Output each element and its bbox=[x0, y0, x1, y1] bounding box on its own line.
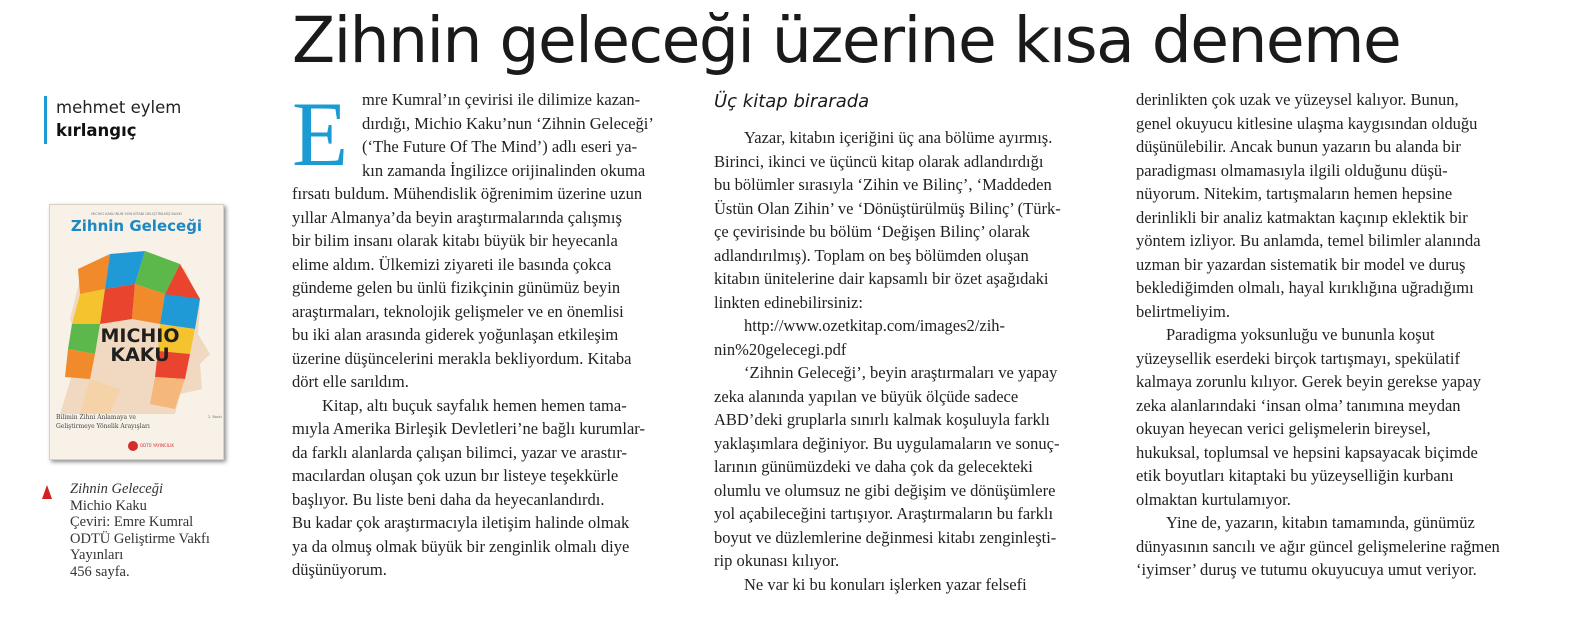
text-line: ABD’deki gruplarla sınırlı kalmak koşuluyla farklı bbox=[714, 410, 1050, 429]
text-line: linkten edinebilirsiniz: bbox=[714, 292, 863, 312]
article-headline: Zihnin geleceği üzerine kısa deneme bbox=[292, 4, 1401, 77]
text-line: yol açabileceğini tartışıyor. Araştırmaların bu farklı bbox=[714, 504, 1054, 523]
cover-subtitle bbox=[56, 413, 196, 431]
text-line: boyut ve düzlemlerine değinmesi kitabı zenginleşti- bbox=[714, 527, 1057, 547]
text-line: düşünüyorum. bbox=[292, 560, 387, 579]
cover-subtitle-line-2: Geliştirmeye Yönelik Arayışları bbox=[56, 423, 150, 430]
article-column-1 bbox=[292, 83, 688, 582]
text-line: fırsatı buldum. Mühendislik öğrenimim üzerine uzun bbox=[292, 184, 643, 203]
text-line: beklediğimden olmalı, hayal kırıklığına uğradığımı bbox=[1136, 278, 1474, 297]
cover-title: Zihnin Geleceği bbox=[70, 217, 203, 235]
cover-author bbox=[100, 327, 180, 365]
text-line: dört elle sarıldım. bbox=[292, 372, 409, 391]
text-line: ‘iyimser’ duruş ve tutumu okuyucuya umut veriyor. bbox=[1136, 560, 1477, 579]
caption-line: Yayınları bbox=[70, 547, 124, 564]
text-line: da farklı alanlarda çalışan bilimci, yazar ve arastır- bbox=[292, 442, 627, 462]
text-line: paradigması olmamasıyla ilgili olduğunu düşü- bbox=[1136, 160, 1448, 180]
text-line: uzman bir yazardan sistematik bir model ve duruş bbox=[1136, 254, 1466, 274]
text-line: zeka alanlarındaki ‘insan olma’ tanımına meydan bbox=[1136, 395, 1461, 415]
text-line: ya da olmuş olmak büyük bir zenginlik olmalı diye bbox=[292, 536, 630, 556]
text-line: bir bilim insanı olarak kitabı büyük bir heyecanla bbox=[292, 231, 618, 250]
summary-link: http://www.ozetkitap.com/images2/zih- bbox=[744, 316, 1006, 335]
text-line: yaklaşımlara değiniyor. Bu uygulamaların ve sonuç- bbox=[714, 433, 1060, 453]
author-last-name: kırlangıç bbox=[56, 121, 137, 140]
section-subheading: Üç kitap birarada bbox=[714, 91, 870, 112]
text-line: Bu kadar çok araştırmacıyla iletişim halinde olmak bbox=[292, 513, 630, 532]
text-line: üzerine düşüncelerini merakla bekliyordum. Kitaba bbox=[292, 348, 632, 368]
author-first-name: mehmet eylem bbox=[56, 98, 182, 117]
caption-line: Michio Kaku bbox=[70, 497, 147, 514]
text-line: bu bölümler sırasıyla ‘Zihin ve Bilinç’, ‘Maddeden bbox=[714, 175, 1052, 194]
text-line: adlandırılmış). Toplam on beş bölümden oluşan bbox=[714, 245, 1029, 265]
text-line: larının günümüzdeki ve daha çok da gelecekteki bbox=[714, 457, 1033, 476]
cover-top-text: MICHIO KAKU'NUN SON KİTABI GELİŞTİRİLMİŞ BASKI bbox=[91, 212, 182, 216]
summary-link-continued: nin%20gelecegi.pdf bbox=[714, 339, 847, 359]
cover-subtitle-line-1: Bilimin Zihni Anlamaya ve bbox=[56, 414, 136, 421]
text-line: Yine de, yazarın, kitabın tamamında, günümüz bbox=[1166, 513, 1475, 532]
text-line: mıyla Amerika Birleşik Devletleri’ne bağlı kurumlar- bbox=[292, 419, 645, 438]
text-line: dünyasının sancılı ve ağır güncel gelişmelerine rağmen bbox=[1136, 536, 1500, 556]
author-byline bbox=[44, 96, 256, 144]
text-line: belirtmeliyim. bbox=[1136, 301, 1230, 321]
book-caption bbox=[70, 481, 270, 581]
text-line: Paradigma yoksunluğu ve bununla koşut bbox=[1166, 325, 1435, 344]
text-line: hukuksal, toplumsal ve hepsini kapsayacak biçimde bbox=[1136, 442, 1478, 462]
text-line: Ne var ki bu konuları işlerken yazar felsefi bbox=[744, 574, 1027, 594]
text-line: kitabın ünitelerine dair kapsamlı bir özet aşağıdaki bbox=[714, 269, 1049, 288]
caption-title: Zihnin Geleceği bbox=[70, 481, 164, 497]
drop-cap: E bbox=[292, 83, 349, 185]
text-line: mre Kumral’ın çevirisi ile dilimize kazan- bbox=[362, 90, 641, 109]
text-line: Kitap, altı buçuk sayfalık hemen hemen tama- bbox=[322, 395, 627, 415]
text-line: düşünülebilir. Ancak bunun yazarın bu alanda bir bbox=[1136, 137, 1461, 156]
text-line: kın zamanda İngilizce orijinalinden okuma bbox=[362, 160, 646, 180]
caption-arrow-icon bbox=[42, 485, 52, 499]
text-line: derinlikli bir analiz katmaktan kaçınıp eklektik bir bbox=[1136, 207, 1468, 227]
text-line: etik boyutları kitaptaki bu yüzeyselliğin kurbanı bbox=[1136, 466, 1454, 485]
text-line: ‘Zihnin Geleceği’, beyin araştırmaları ve yapay bbox=[744, 363, 1058, 382]
text-line: yüzeysellik eserdeki birçok tartışmayı, spekülatif bbox=[1136, 348, 1460, 368]
text-line: Yazar, kitabın içeriğini üç ana bölüme ayırmış. bbox=[744, 128, 1053, 147]
text-line: zeka alanında yapılan ve büyük ölçüde sadece bbox=[714, 386, 1019, 406]
publisher-logo-icon bbox=[128, 441, 138, 451]
text-line: okuyan heyecan verici gelişmelerin bireysel, bbox=[1136, 419, 1431, 438]
text-line: nüyorum. Nitekim, tartışmaların hemen hepsine bbox=[1136, 184, 1453, 203]
caption-line: Çeviri: Emre Kumral bbox=[70, 514, 194, 531]
text-line: araştırmaları, teknolojik gelişmeler ve en önemlisi bbox=[292, 301, 624, 321]
cover-author-first: MICHIO bbox=[100, 325, 180, 347]
text-line: Birinci, ikinci ve üçüncü kitap olarak adlandırdığı bbox=[714, 151, 1044, 171]
text-line: gündeme gelen bu ünlü fizikçinin günümüz beyin bbox=[292, 278, 621, 297]
text-line: elime aldım. Ülkemizi ziyareti ile basında çokca bbox=[292, 254, 612, 274]
cover-author-last: KAKU bbox=[110, 344, 170, 366]
text-line: rip okunası kılıyor. bbox=[714, 551, 840, 570]
text-line: başlıyor. Bu liste beni daha da heyecanlandırdı. bbox=[292, 489, 605, 509]
text-line: derinlikten çok uzak ve yüzeysel kalıyor. Bunun, bbox=[1136, 90, 1459, 109]
article-column-3 bbox=[1136, 88, 1576, 582]
text-line: Üstün Olan Zihin’ ve ‘Dönüştürülmüş Bilinç’ (Türk- bbox=[714, 198, 1061, 218]
text-line: (‘The Future Of The Mind’) adlı eseri ya- bbox=[362, 137, 638, 156]
edition-label: 2. Baskı bbox=[208, 415, 222, 419]
text-line: dırdığı, Michio Kaku’nun ‘Zihnin Geleceği’ bbox=[362, 113, 654, 133]
text-line: yöntem izliyor. Bu anlamda, temel bilimler alanında bbox=[1136, 231, 1481, 250]
text-line: kalmaya zorunlu kılıyor. Gerek beyin gerekse yapay bbox=[1136, 372, 1482, 391]
text-line: macılardan oluşan çok uzun bır listeye teşekkürle bbox=[292, 466, 619, 485]
text-line: olumlu ve olumsuz ne gibi değişim ve dönüşümlere bbox=[714, 480, 1056, 500]
caption-line: ODTÜ Geliştirme Vakfı bbox=[70, 530, 210, 547]
book-cover-image bbox=[49, 204, 224, 460]
article-column-2 bbox=[714, 88, 1114, 596]
caption-line: 456 sayfa. bbox=[70, 563, 130, 580]
text-line: olmaktan kurtulamıyor. bbox=[1136, 489, 1291, 509]
text-line: bu iki alan arasında giderek yoğunlaşan etkileşim bbox=[292, 325, 619, 344]
text-line: çe çevirisinde bu bölüm ‘Değişen Bilinç’ olarak bbox=[714, 222, 1030, 241]
text-line: yıllar Almanya’da beyin araştırmalarında çalışmış bbox=[292, 207, 622, 227]
publisher-name: ODTÜ YAYINCILIK bbox=[140, 443, 175, 448]
text-line: genel okuyucu kitlesine ulaşma kaygısından olduğu bbox=[1136, 113, 1478, 133]
